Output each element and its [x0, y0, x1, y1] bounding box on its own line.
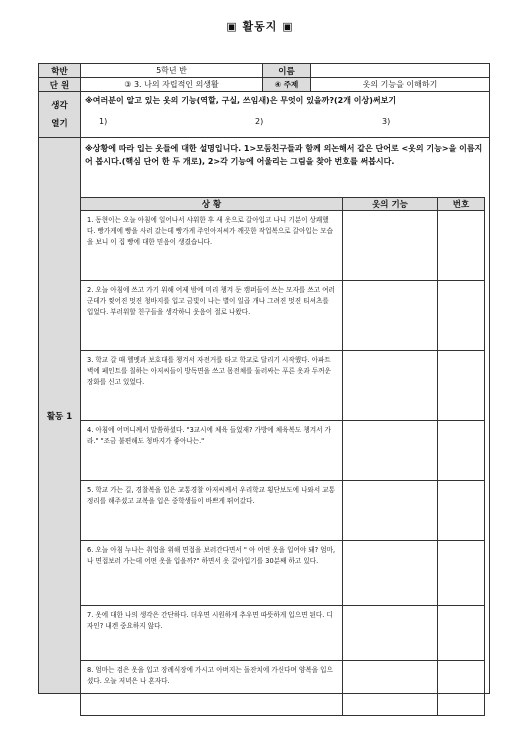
topic-label: ④ 주제	[263, 78, 311, 92]
answer-blank-3[interactable]: 3)	[382, 117, 391, 126]
function-input-4[interactable]	[343, 421, 438, 481]
unit-value: ③ 3. 나의 자립적인 의생활	[81, 78, 263, 92]
situation-2: 2. 오늘 아침에 쓰고 가기 위해 어제 밤에 미리 챙겨 둔 캠퍼들이 쓰는 모자를 쓰고 여러군데가 찢어진 멋진 청바지를 입고 금빛이 나는 별이 일곱 개나 그려진 멋진 티셔츠를 입었다. 부러워할 친구들을 생각하니 웃음이 절로 나왔다.	[81, 281, 343, 351]
activity-label: 활동 1	[39, 138, 81, 694]
think-cell	[81, 92, 490, 138]
think-label-line1: 생각	[51, 100, 68, 111]
function-input-8[interactable]	[343, 661, 438, 716]
col-function: 옷의 기능	[343, 198, 438, 211]
situation-8: 8. 엄마는 검은 옷을 입고 장례식장에 가시고 아버지는 돌잔치에 가신다며 양복을 입으셨다. 오늘 저녁은 나 혼자다.	[81, 661, 343, 716]
grade-label: 학반	[39, 64, 81, 78]
situation-5: 5. 학교 가는 길, 경찰복을 입은 교통경찰 아저씨께서 우리학교 횡단보도에 나와서 교통정리를 해주셨고 교복을 입은 중학생들이 바쁘게 뛰어갔다.	[81, 481, 343, 541]
situation-4: 4. 아침에 어머니께서 말씀하셨다. "3교시에 체육 들었재? 가방에 체육복도 챙겨서 가라." "조금 불편해도 청바지가 좋아나는."	[81, 421, 343, 481]
number-input-4[interactable]	[438, 421, 485, 481]
number-input-1[interactable]	[438, 211, 485, 281]
function-input-7[interactable]	[343, 606, 438, 661]
function-input-1[interactable]	[343, 211, 438, 281]
name-label: 이름	[263, 64, 311, 78]
col-situation: 상 황	[81, 198, 343, 211]
situation-1: 1. 동현이는 오늘 아침에 일어나서 샤워한 후 새 옷으로 갈아입고 나니 기분이 상쾌했다. 빵가게에 빵을 사러 갔는데 빵가게 주인아저씨가 깨끗한 작업복으로 갈아입는 모습을 보니 이 집 빵에 대한 믿음이 생겼습니다.	[81, 211, 343, 281]
answer-blank-2[interactable]: 2)	[255, 117, 264, 126]
number-input-3[interactable]	[438, 351, 485, 421]
think-question: ※여러분이 알고 있는 옷의 기능(역할, 구실, 쓰임새)은 무엇이 있을까?(2개 이상)써보기	[85, 96, 397, 105]
number-input-2[interactable]	[438, 281, 485, 351]
situation-3: 3. 학교 갈 때 헬멧과 보호대를 챙겨서 자전거를 타고 학교로 달리기 시작했다. 아파트 벽에 페인트를 칠하는 아저씨들이 방독면을 쓰고 몸전체를 둘러싸는 푸른 옷과 두꺼운 장화를 신고 있었다.	[81, 351, 343, 421]
topic-value: 옷의 기능을 이해하기	[311, 78, 490, 92]
grade-value: 5학년 반	[81, 64, 263, 78]
col-number: 번호	[438, 198, 485, 211]
function-input-2[interactable]	[343, 281, 438, 351]
think-label	[39, 92, 81, 138]
activity-instruction: ※상황에 따라 입는 옷들에 대한 설명입니다. 1>모둠친구들과 함께 의논해서 같은 단어로 <옷의 기능>을 이름지어 봅시다.(핵심 단어 한 두 개로), 2>각 기능에 어울리는 그림을 찾아 번호를 써봅시다.	[81, 138, 490, 694]
think-label-line2: 열기	[51, 118, 68, 129]
number-input-7[interactable]	[438, 606, 485, 661]
think-answer-row	[85, 117, 485, 133]
answer-blank-1[interactable]: 1)	[99, 117, 108, 126]
situation-6: 6. 오늘 아침 누나는 취업을 위해 면접을 보러간다면서 " 아 어떤 옷을 입어야 돼? 엄마, 나 면접보러 가는데 어떤 옷을 입을까?" 하면서 옷 갈아입기를 30분째 하고 있다.	[81, 541, 343, 606]
situation-table	[80, 197, 485, 716]
function-input-3[interactable]	[343, 351, 438, 421]
number-input-6[interactable]	[438, 541, 485, 606]
number-input-5[interactable]	[438, 481, 485, 541]
page-title: ▣ 활동지 ▣	[226, 20, 294, 33]
function-input-6[interactable]	[343, 541, 438, 606]
situation-7: 7. 옷에 대한 나의 생각은 간단하다. 더우면 시원하게 추우면 따뜻하게 입으면 된다. 디자인? 내겐 중요하지 않다.	[81, 606, 343, 661]
unit-label: 단 원	[39, 78, 81, 92]
function-input-5[interactable]	[343, 481, 438, 541]
number-input-8[interactable]	[438, 661, 485, 716]
name-field[interactable]	[311, 64, 490, 78]
